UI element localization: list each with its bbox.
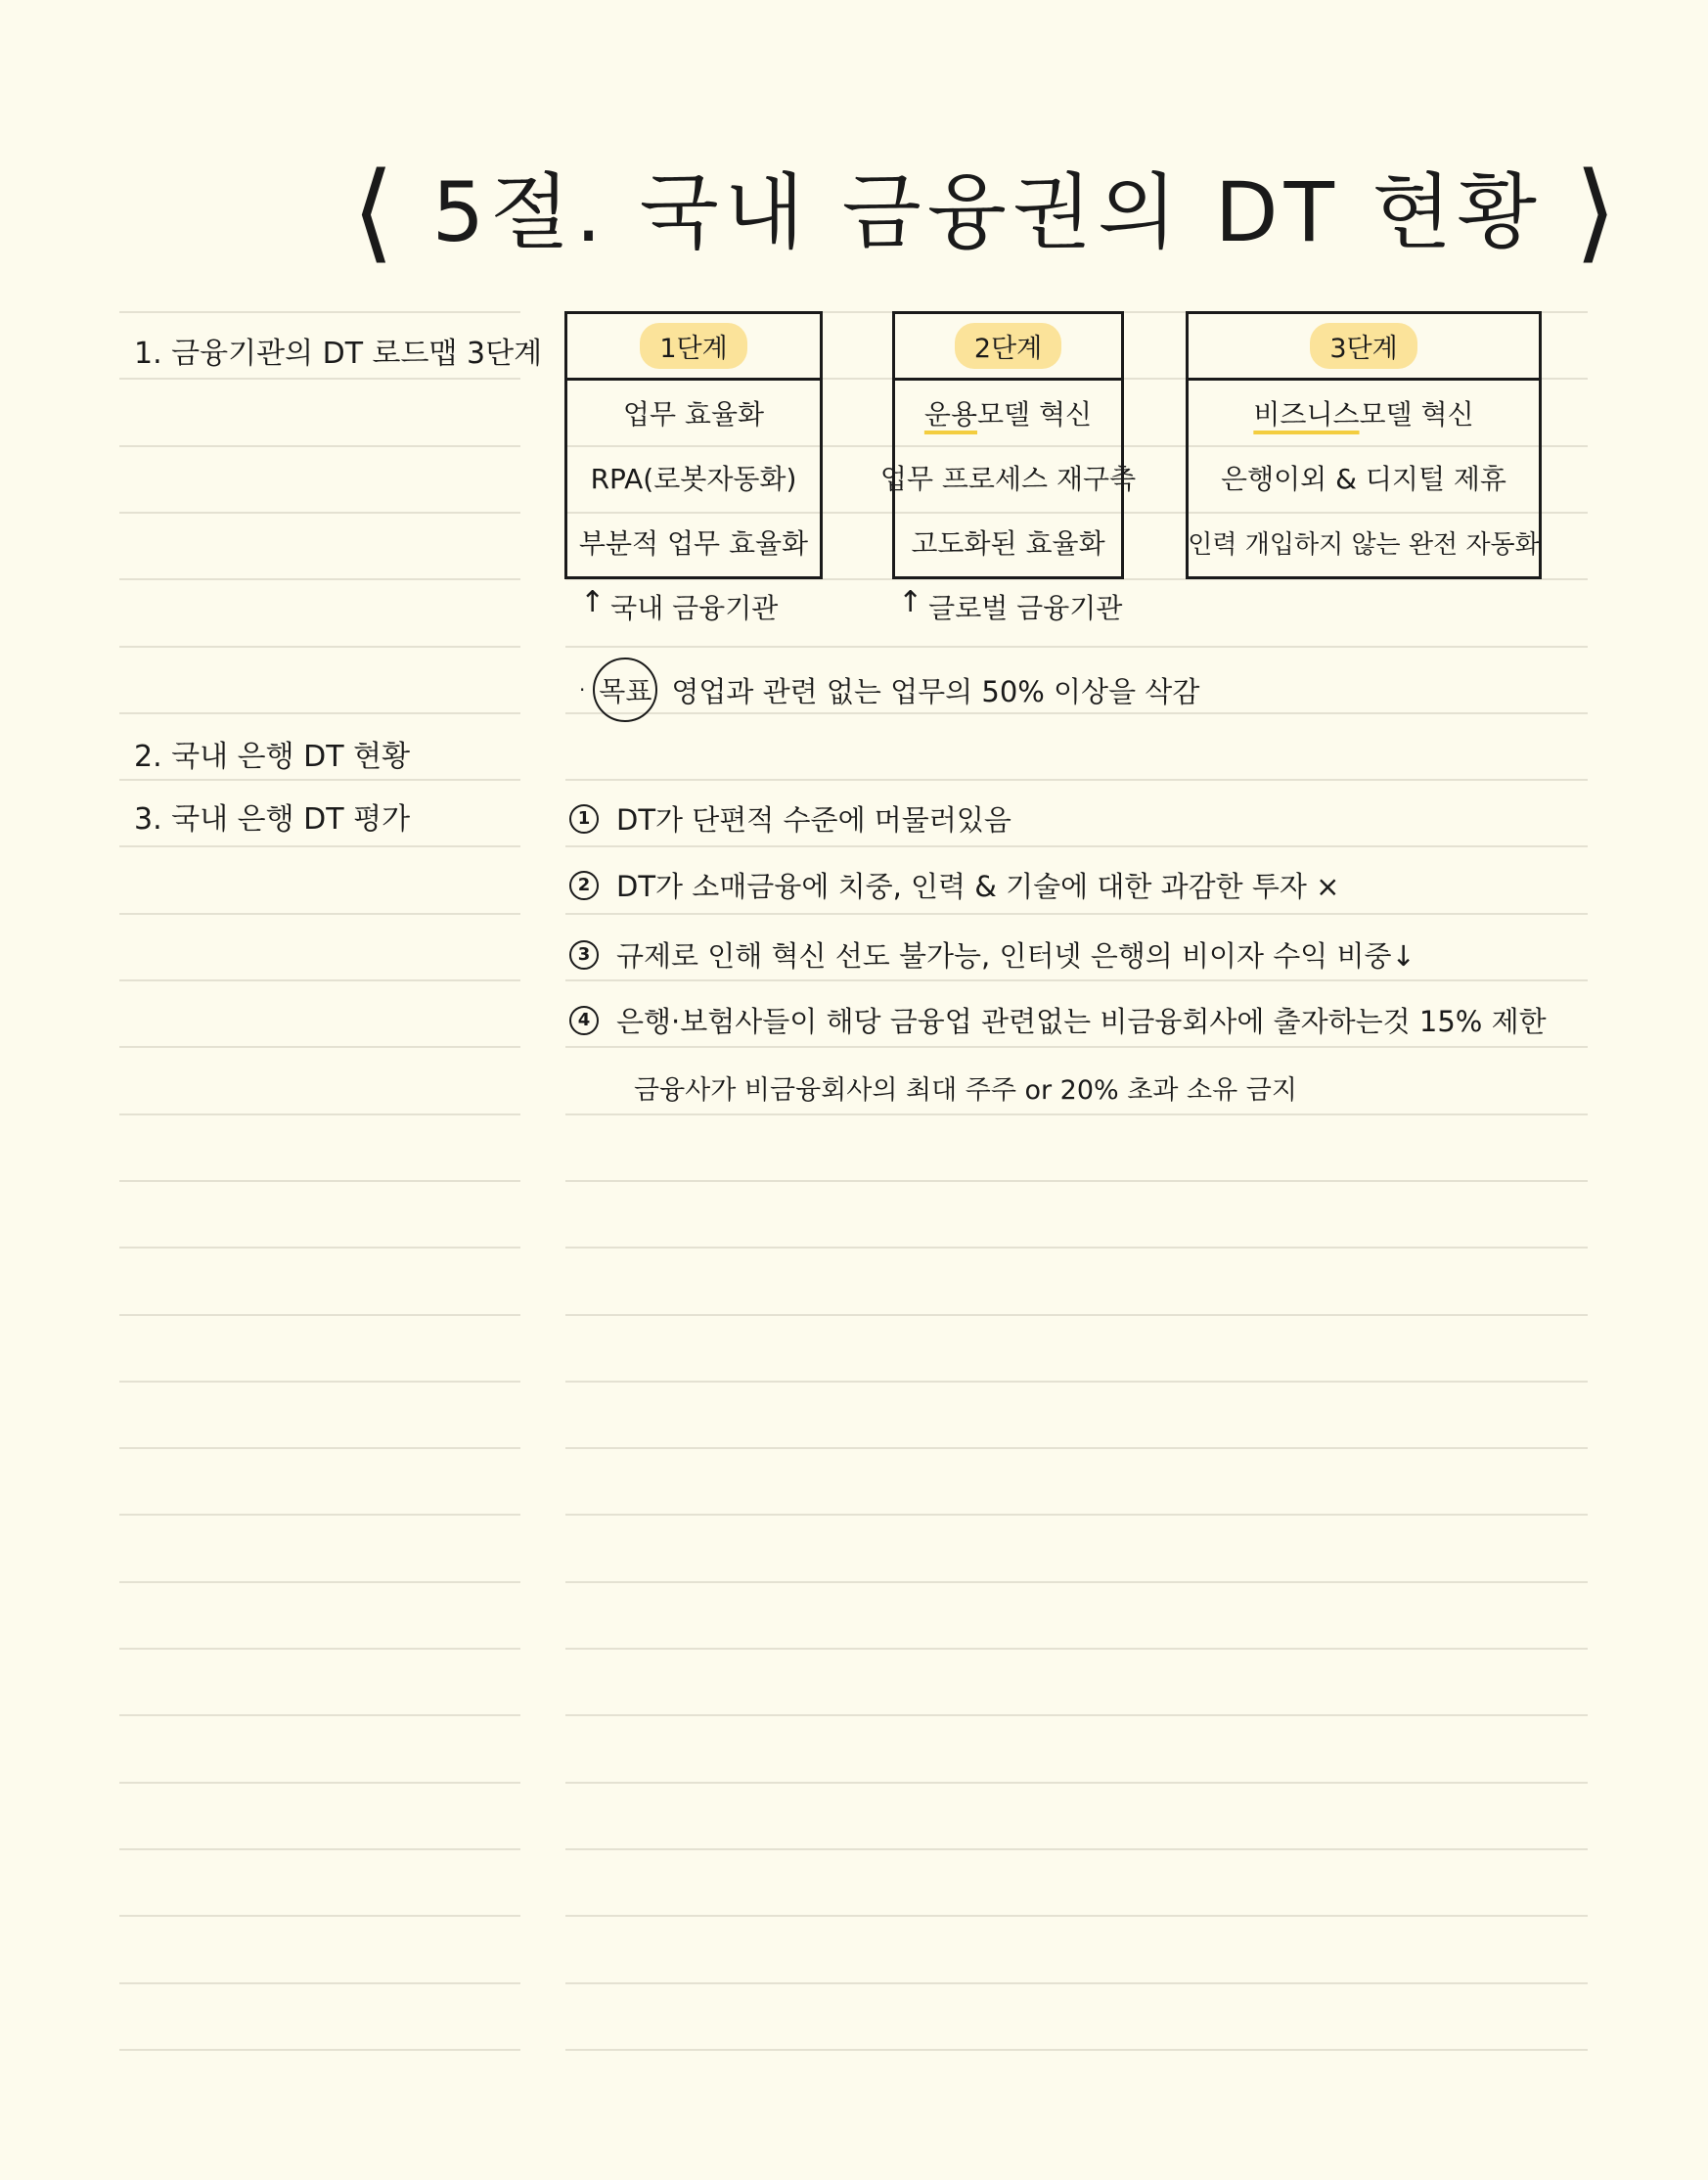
stage-3-row: 비즈니스 모델 혁신 — [1189, 381, 1539, 445]
page-title — [352, 147, 1623, 274]
stage-3-chip: 3단계 — [1310, 323, 1416, 369]
stage-2-header — [895, 314, 1121, 381]
ruled-line — [119, 1982, 520, 1984]
ruled-line — [119, 1714, 520, 1716]
ruled-line — [119, 1447, 520, 1449]
highlighted-word: 운용 — [923, 398, 977, 431]
stage-1-header — [567, 314, 820, 381]
ruled-line — [119, 1848, 520, 1850]
ruled-line — [565, 1982, 1588, 1984]
ruled-line — [565, 1514, 1588, 1516]
title-close-bracket: ⟩ — [1574, 149, 1623, 274]
evaluation-item: 3 규제로 인해 혁신 선도 불가능, 인터넷 은행의 비이자 수익 비중↓ — [569, 934, 1416, 975]
stage-1-box — [564, 311, 823, 579]
circled-number: 2 — [569, 871, 599, 900]
ruled-line — [565, 1314, 1588, 1316]
ruled-line — [565, 979, 1588, 981]
section-label-roadmap: 1. 금융기관의 DT 로드맵 3단계 — [134, 337, 543, 371]
ruled-line — [119, 1046, 520, 1048]
stage-1-row: 부분적 업무 효율화 — [578, 527, 809, 560]
ruled-line — [565, 1848, 1588, 1850]
ruled-line — [565, 1648, 1588, 1650]
ruled-line — [119, 712, 520, 714]
stage-3-row: 은행이외 & 디지털 제휴 — [1221, 463, 1506, 495]
goal-line — [579, 658, 1199, 722]
stage-1-row: 업무 효율화 — [622, 398, 765, 431]
ruled-line — [565, 779, 1588, 781]
ruled-line — [119, 1247, 520, 1249]
ruled-line — [119, 1782, 520, 1784]
ruled-line — [119, 845, 520, 847]
ruled-line — [119, 979, 520, 981]
section-label-status: 2. 국내 은행 DT 현황 — [134, 740, 411, 774]
circled-number: 1 — [569, 804, 599, 834]
stage-2-row: 업무 프로세스 재구축 — [879, 463, 1137, 495]
ruled-line — [565, 1113, 1588, 1115]
stage-2-row: 고도화된 효율화 — [911, 527, 1105, 560]
ruled-line — [119, 1648, 520, 1650]
circled-number: 3 — [569, 940, 599, 970]
ruled-line — [565, 1046, 1588, 1048]
stage-3-box — [1186, 311, 1542, 579]
section-label-evaluation: 3. 국내 은행 DT 평가 — [134, 802, 411, 837]
ruled-line — [119, 378, 520, 380]
ruled-line — [565, 845, 1588, 847]
title-text: 5절. 국내 금융권의 DT 현황 — [431, 164, 1543, 260]
up-arrow-icon: ↑ — [898, 585, 923, 619]
ruled-line — [565, 1782, 1588, 1784]
ruled-line — [119, 1180, 520, 1182]
evaluation-subnote: 금융사가 비금융회사의 최대 주주 or 20% 초과 소유 금지 — [634, 1075, 1297, 1106]
ruled-line — [119, 1381, 520, 1383]
ruled-line — [565, 1581, 1588, 1583]
highlighted-word: 비즈니스 — [1253, 398, 1360, 431]
ruled-line — [119, 646, 520, 648]
evaluation-item: 4 은행·보험사들이 해당 금융업 관련없는 비금융회사에 출자하는것 15% 제한 — [569, 1000, 1547, 1040]
ruled-line — [119, 913, 520, 915]
title-open-bracket: ⟨ — [352, 149, 400, 274]
ruled-line — [119, 1915, 520, 1917]
stage-2-row: 운용 모델 혁신 — [895, 381, 1121, 445]
circled-number: 4 — [569, 1006, 599, 1035]
evaluation-item: 2 DT가 소매금융에 치중, 인력 & 기술에 대한 과감한 투자 × — [569, 865, 1339, 905]
goal-badge: 목표 — [593, 658, 657, 722]
goal-text: 영업과 관련 없는 업무의 50% 이상을 삭감 — [671, 674, 1200, 708]
ruled-line — [119, 512, 520, 514]
ruled-line — [119, 578, 520, 580]
up-arrow-icon: ↑ — [580, 585, 606, 619]
ruled-line — [119, 779, 520, 781]
stage-1-chip: 1단계 — [640, 323, 746, 369]
ruled-line — [565, 1915, 1588, 1917]
pointer-global: ↑ 글로벌 금융기관 — [898, 585, 1123, 624]
ruled-line — [565, 913, 1588, 915]
ruled-line — [119, 2049, 520, 2051]
ruled-line — [565, 646, 1588, 648]
stage-1-row: RPA(로봇자동화) — [590, 463, 797, 495]
ruled-line — [565, 1180, 1588, 1182]
ruled-line — [565, 1714, 1588, 1716]
ruled-line — [119, 1581, 520, 1583]
ruled-line — [565, 1247, 1588, 1249]
ruled-line — [119, 311, 520, 313]
stage-2-chip: 2단계 — [955, 323, 1061, 369]
pointer-domestic: ↑ 국내 금융기관 — [580, 585, 779, 624]
evaluation-item: 1 DT가 단편적 수준에 머물러있음 — [569, 798, 1011, 839]
ruled-line — [119, 1113, 520, 1115]
ruled-line — [565, 2049, 1588, 2051]
ruled-line — [565, 1447, 1588, 1449]
bullet-dot: · — [579, 678, 586, 702]
stage-3-row: 인력 개입하지 않는 완전 자동화 — [1188, 529, 1540, 560]
ruled-line — [119, 1514, 520, 1516]
stage-2-box — [879, 311, 1137, 579]
ruled-line — [119, 1314, 520, 1316]
ruled-line — [119, 445, 520, 447]
ruled-line — [565, 1381, 1588, 1383]
stage-3-header — [1189, 314, 1539, 381]
